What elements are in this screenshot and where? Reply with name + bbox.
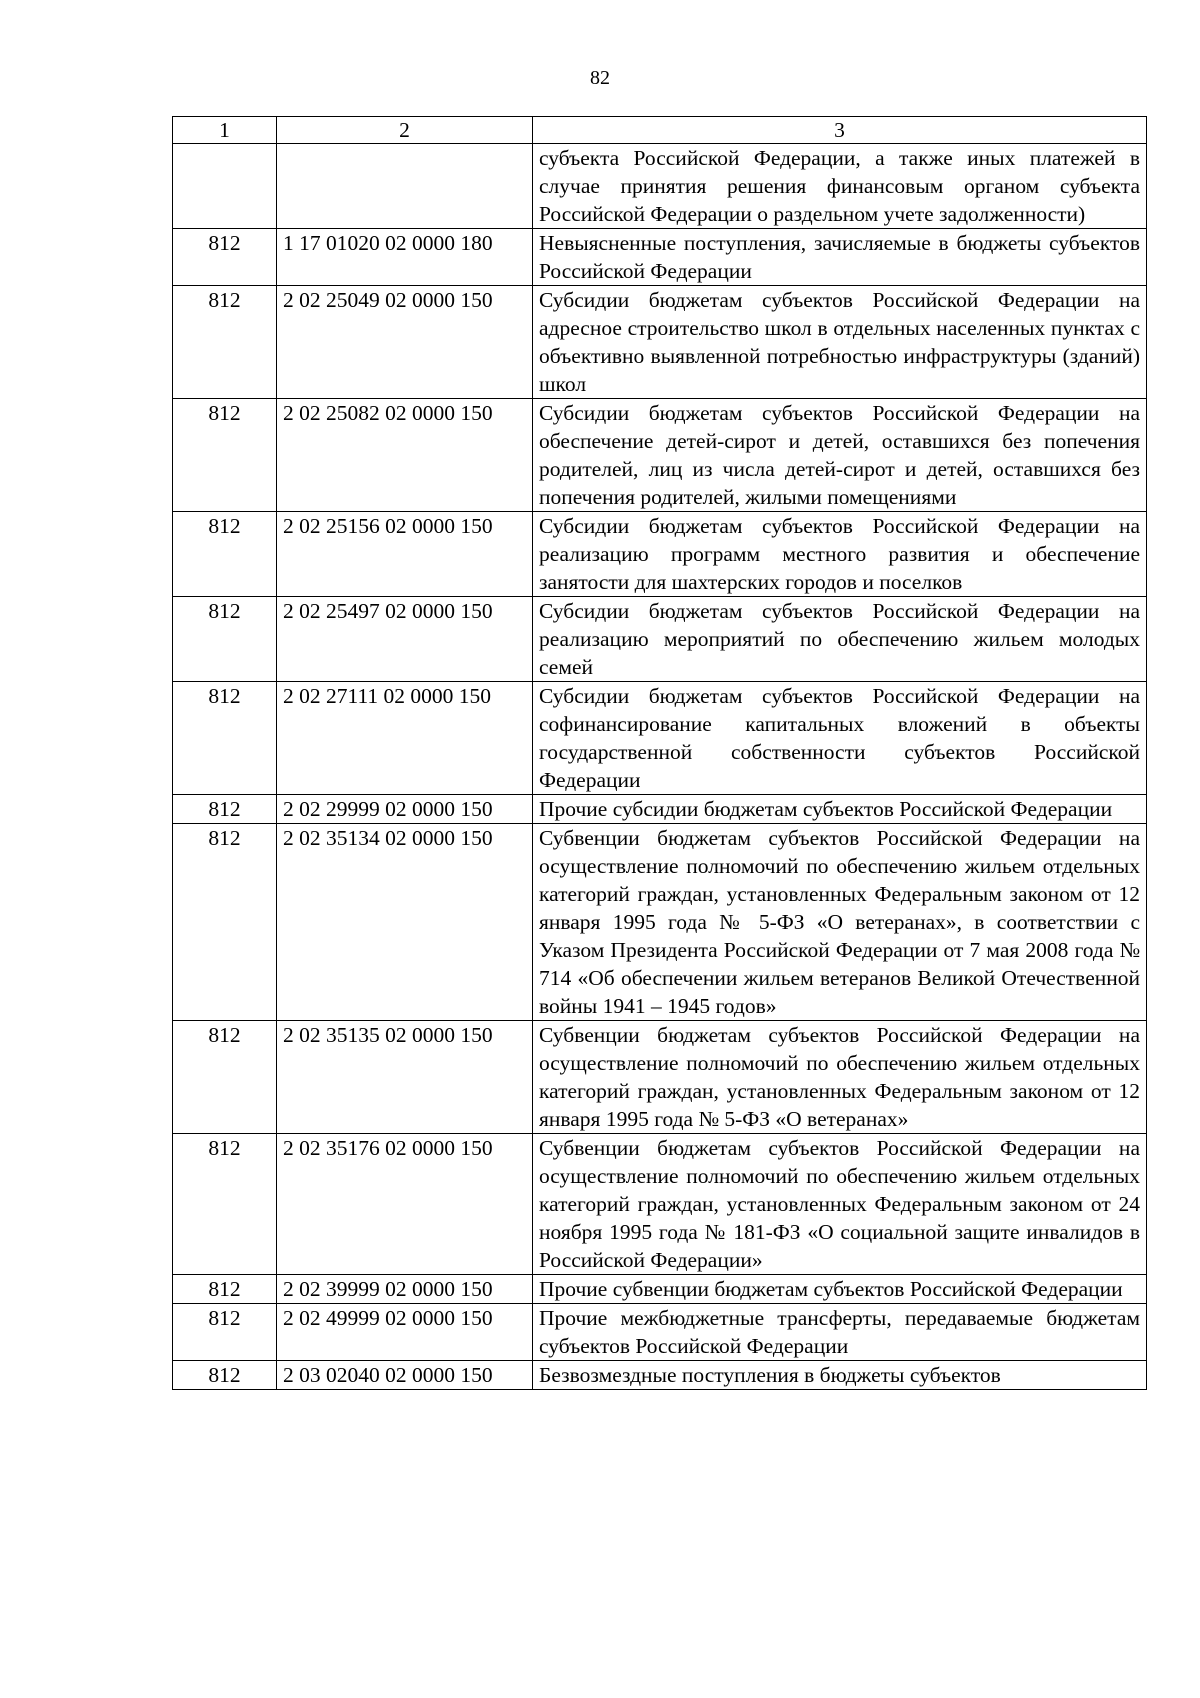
table-row <box>173 1275 1147 1304</box>
table-row <box>173 399 1147 512</box>
table-row <box>173 1304 1147 1361</box>
table-row <box>173 795 1147 824</box>
revenue-code-cell: 2 02 25049 02 0000 150 <box>277 286 533 399</box>
column-header-1: 1 <box>173 117 277 144</box>
revenue-code-cell: 2 02 39999 02 0000 150 <box>277 1275 533 1304</box>
revenue-code-cell: 2 02 35176 02 0000 150 <box>277 1134 533 1275</box>
revenue-code-cell: 2 02 25497 02 0000 150 <box>277 597 533 682</box>
admin-code-cell: 812 <box>173 824 277 1021</box>
admin-code-cell: 812 <box>173 682 277 795</box>
revenue-code-cell <box>277 144 533 229</box>
admin-code-cell: 812 <box>173 1275 277 1304</box>
budget-code-table <box>172 116 1147 1390</box>
admin-code-cell: 812 <box>173 1021 277 1134</box>
header-row <box>173 117 1147 144</box>
table-header <box>173 117 1147 144</box>
description-cell: Невыясненные поступления, зачисляемые в бюджеты субъектов Российской Федерации <box>533 229 1147 286</box>
description-cell: Прочие субвенции бюджетам субъектов Российской Федерации <box>533 1275 1147 1304</box>
revenue-code-cell: 2 02 35134 02 0000 150 <box>277 824 533 1021</box>
description-cell: Субсидии бюджетам субъектов Российской Федерации на реализацию мероприятий по обеспечению жильем молодых семей <box>533 597 1147 682</box>
description-cell: Субвенции бюджетам субъектов Российской Федерации на осуществление полномочий по обеспечению жильем отдельных категорий граждан, установленных Федеральным законом от 24 ноября 1995 года № 181-ФЗ «О социальной защите инвалидов в Российской Федерации» <box>533 1134 1147 1275</box>
table-body <box>173 144 1147 1390</box>
revenue-code-cell: 2 02 29999 02 0000 150 <box>277 795 533 824</box>
admin-code-cell: 812 <box>173 512 277 597</box>
description-cell: Прочие межбюджетные трансферты, передаваемые бюджетам субъектов Российской Федерации <box>533 1304 1147 1361</box>
admin-code-cell: 812 <box>173 795 277 824</box>
description-cell: Субвенции бюджетам субъектов Российской Федерации на осуществление полномочий по обеспечению жильем отдельных категорий граждан, установленных Федеральным законом от 12 января 1995 года № 5-ФЗ «О ветеранах» <box>533 1021 1147 1134</box>
revenue-code-cell: 2 02 35135 02 0000 150 <box>277 1021 533 1134</box>
table-row <box>173 824 1147 1021</box>
table-row <box>173 512 1147 597</box>
description-cell: Субсидии бюджетам субъектов Российской Федерации на адресное строительство школ в отдельных населенных пунктах с объективно выявленной потребностью инфраструктуры (зданий) школ <box>533 286 1147 399</box>
table-row <box>173 286 1147 399</box>
description-cell: Безвозмездные поступления в бюджеты субъектов <box>533 1361 1147 1390</box>
description-cell: Субсидии бюджетам субъектов Российской Федерации на софинансирование капитальных вложений в объекты государственной собственности субъектов Российской Федерации <box>533 682 1147 795</box>
description-cell: субъекта Российской Федерации, а также иных платежей в случае принятия решения финансовым органом субъекта Российской Федерации о раздельном учете задолженности) <box>533 144 1147 229</box>
description-cell: Субвенции бюджетам субъектов Российской Федерации на осуществление полномочий по обеспечению жильем отдельных категорий граждан, установленных Федеральным законом от 12 января 1995 года № 5-ФЗ «О ветеранах», в соответствии с Указом Президента Российской Федерации от 7 мая 2008 года № 714 «Об обеспечении жильем ветеранов Великой Отечественной войны 1941 – 1945 годов» <box>533 824 1147 1021</box>
admin-code-cell: 812 <box>173 229 277 286</box>
revenue-code-cell: 2 03 02040 02 0000 150 <box>277 1361 533 1390</box>
page-number: 82 <box>590 67 610 89</box>
revenue-code-cell: 2 02 49999 02 0000 150 <box>277 1304 533 1361</box>
table-row <box>173 1361 1147 1390</box>
column-header-2: 2 <box>277 117 533 144</box>
admin-code-cell: 812 <box>173 1304 277 1361</box>
table-row <box>173 1134 1147 1275</box>
admin-code-cell: 812 <box>173 399 277 512</box>
admin-code-cell: 812 <box>173 1361 277 1390</box>
revenue-code-cell: 2 02 25082 02 0000 150 <box>277 399 533 512</box>
description-cell: Прочие субсидии бюджетам субъектов Российской Федерации <box>533 795 1147 824</box>
revenue-code-cell: 2 02 27111 02 0000 150 <box>277 682 533 795</box>
description-cell: Субсидии бюджетам субъектов Российской Федерации на обеспечение детей-сирот и детей, оставшихся без попечения родителей, лиц из числа детей-сирот и детей, оставшихся без попечения родителей, жилыми помещениями <box>533 399 1147 512</box>
table-row <box>173 597 1147 682</box>
admin-code-cell: 812 <box>173 286 277 399</box>
table-row <box>173 1021 1147 1134</box>
admin-code-cell <box>173 144 277 229</box>
table-row <box>173 144 1147 229</box>
admin-code-cell: 812 <box>173 597 277 682</box>
revenue-code-cell: 1 17 01020 02 0000 180 <box>277 229 533 286</box>
table-row <box>173 229 1147 286</box>
revenue-code-cell: 2 02 25156 02 0000 150 <box>277 512 533 597</box>
admin-code-cell: 812 <box>173 1134 277 1275</box>
description-cell: Субсидии бюджетам субъектов Российской Федерации на реализацию программ местного развития и обеспечение занятости для шахтерских городов и поселков <box>533 512 1147 597</box>
column-header-3: 3 <box>533 117 1147 144</box>
table-row <box>173 682 1147 795</box>
